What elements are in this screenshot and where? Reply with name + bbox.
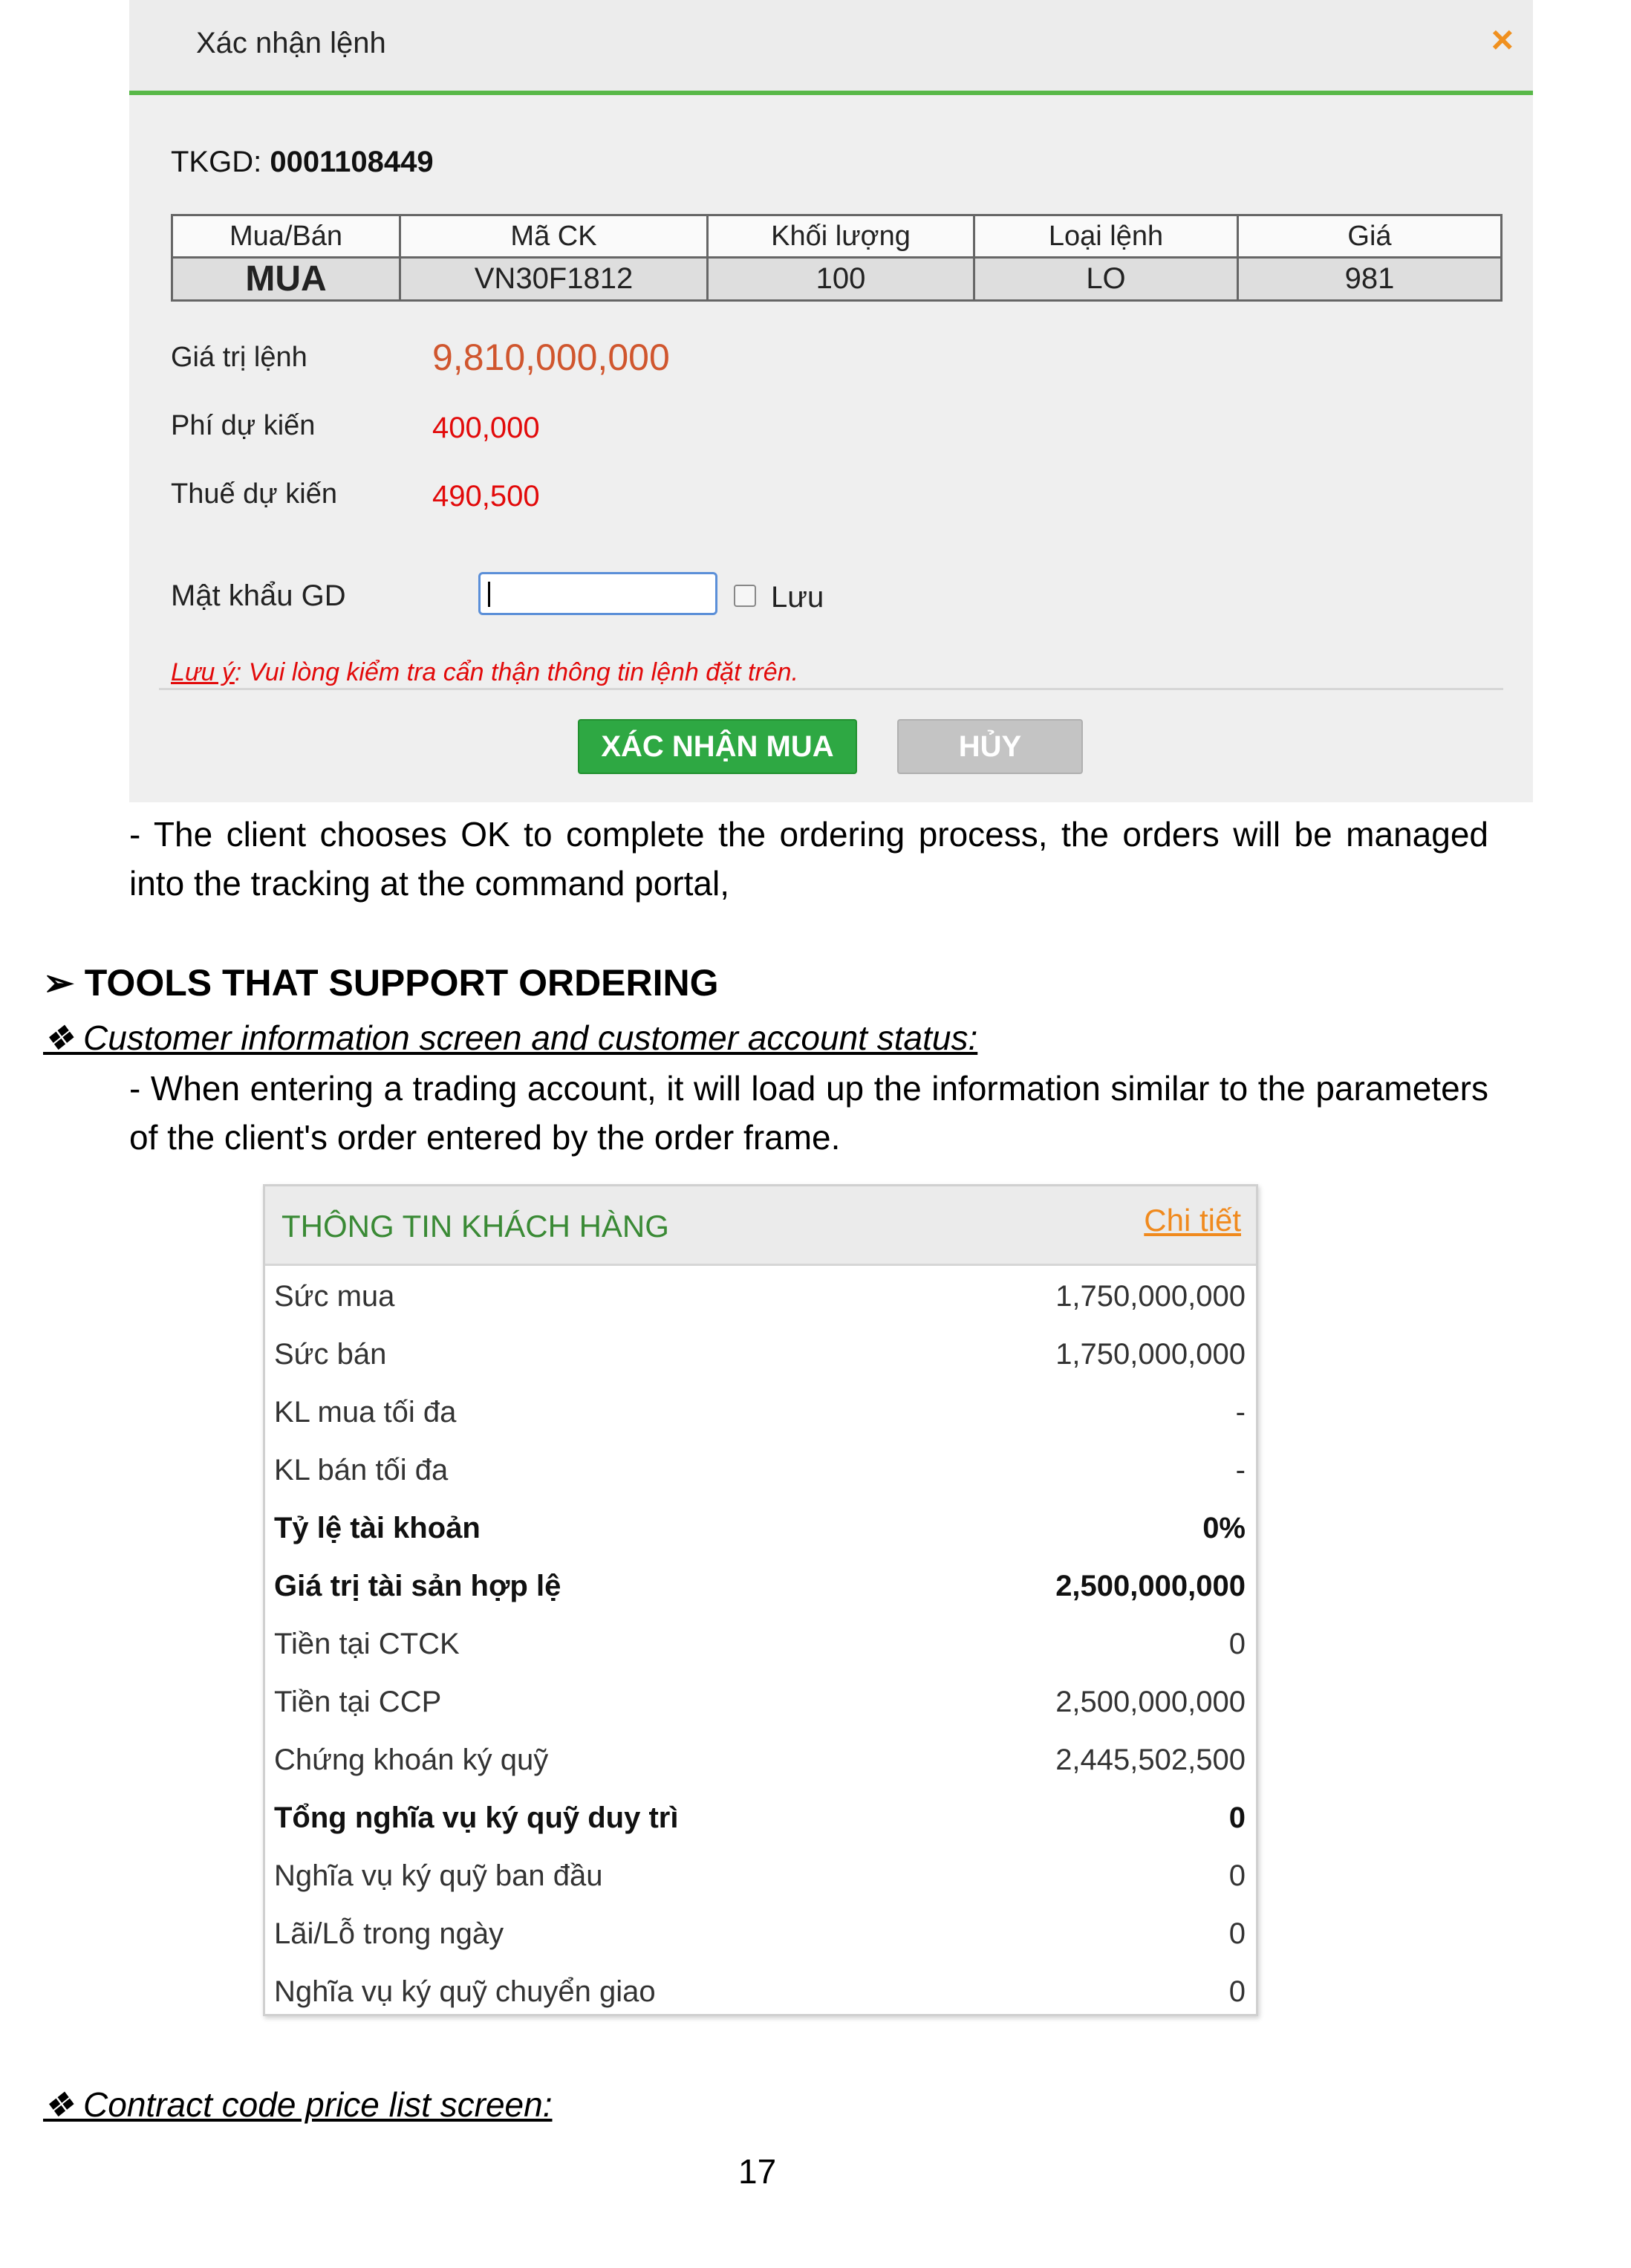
info-row-value: -	[1235, 1454, 1246, 1486]
value-side: MUA	[172, 258, 400, 301]
value-symbol: VN30F1812	[400, 258, 708, 301]
subheading-price-list: ❖ Contract code price list screen:	[43, 2085, 553, 2124]
info-row-value: 2,500,000,000	[1055, 1570, 1246, 1602]
info-row-label: Sức bán	[274, 1338, 387, 1371]
info-row-value: 0	[1228, 1628, 1246, 1660]
info-row-value: 2,445,502,500	[1055, 1744, 1246, 1776]
info-row	[265, 1382, 1256, 1440]
close-icon[interactable]: ×	[1491, 19, 1514, 62]
save-password-label: Lưu	[771, 581, 824, 614]
info-row	[265, 1962, 1256, 2020]
info-row-label: Tổng nghĩa vụ ký quỹ duy trì	[274, 1801, 679, 1834]
page-number: 17	[738, 2152, 777, 2191]
paragraph-trading-account: - When entering a trading account, it will load up the information similar to the parameters of the client's order entered by the order frame.	[129, 1069, 1488, 1157]
confirm-buy-button[interactable]: XÁC NHẬN MUA	[578, 719, 857, 774]
customer-info-title: THÔNG TIN KHÁCH HÀNG	[281, 1209, 669, 1244]
info-row-value: 0	[1228, 1975, 1246, 2008]
customer-info-header	[265, 1186, 1256, 1266]
info-row	[265, 1730, 1256, 1788]
trading-account	[171, 146, 434, 179]
value-order-type: LO	[974, 258, 1238, 301]
value-price: 981	[1238, 258, 1502, 301]
info-row-label: Nghĩa vụ ký quỹ ban đầu	[274, 1859, 603, 1892]
warning-note	[171, 658, 798, 687]
dialog-title: Xác nhận lệnh	[196, 27, 386, 59]
paragraph-ordering-process: - The client chooses OK to complete the ordering process, the orders will be managed into the tracking at the command portal,	[129, 815, 1488, 903]
trading-account-label: TKGD:	[171, 146, 262, 178]
info-row-value: 0	[1228, 1917, 1246, 1950]
info-row-label: Sức mua	[274, 1280, 395, 1313]
order-value-label: Giá trị lệnh	[171, 342, 307, 373]
info-row	[265, 1672, 1256, 1730]
order-value: 9,810,000,000	[432, 337, 670, 378]
info-row	[265, 1904, 1256, 1962]
order-confirmation-dialog	[129, 0, 1533, 802]
info-row-value: 2,500,000,000	[1055, 1686, 1246, 1718]
save-password-checkbox[interactable]	[734, 585, 756, 607]
fee-value: 400,000	[432, 412, 540, 444]
order-table-header-row	[172, 215, 1502, 258]
dialog-header	[129, 0, 1533, 95]
warning-note-prefix: Lưu ý	[171, 658, 235, 686]
warning-note-text: : Vui lòng kiểm tra cẩn thận thông tin lệnh đặt trên.	[234, 658, 799, 686]
info-row-value: 0%	[1202, 1512, 1246, 1544]
info-row-label: Tỷ lệ tài khoản	[274, 1512, 481, 1544]
info-row-label: KL bán tối đa	[274, 1454, 449, 1486]
header-side: Mua/Bán	[172, 215, 400, 258]
password-label: Mật khẩu GD	[171, 579, 346, 612]
info-row	[265, 1614, 1256, 1672]
tax-value: 490,500	[432, 480, 540, 513]
info-row-value: 0	[1228, 1859, 1246, 1892]
order-table-value-row	[172, 258, 1502, 301]
info-row-label: KL mua tối đa	[274, 1396, 457, 1429]
fee-label: Phí dự kiến	[171, 410, 316, 441]
info-row	[265, 1267, 1256, 1325]
password-input[interactable]	[478, 572, 717, 615]
customer-info-panel	[263, 1184, 1258, 2016]
info-row-value: 1,750,000,000	[1055, 1280, 1246, 1313]
info-row-label: Tiền tại CTCK	[274, 1628, 460, 1660]
info-row-label: Nghĩa vụ ký quỹ chuyển giao	[274, 1975, 656, 2008]
detail-link[interactable]: Chi tiết	[1144, 1203, 1241, 1238]
dialog-divider	[159, 688, 1503, 690]
section-heading: ➢ TOOLS THAT SUPPORT ORDERING	[43, 962, 719, 1004]
info-row-label: Tiền tại CCP	[274, 1686, 442, 1718]
info-row-label: Chứng khoán ký quỹ	[274, 1744, 549, 1776]
tax-label: Thuế dự kiến	[171, 478, 338, 510]
trading-account-value: 0001108449	[270, 146, 434, 178]
info-row	[265, 1788, 1256, 1846]
info-row	[265, 1498, 1256, 1556]
info-row	[265, 1440, 1256, 1498]
info-row	[265, 1556, 1256, 1614]
info-row	[265, 1325, 1256, 1382]
customer-info-rows	[265, 1267, 1256, 2020]
cancel-button[interactable]: HỦY	[897, 719, 1083, 774]
text-caret	[488, 582, 490, 607]
header-quantity: Khối lượng	[708, 215, 974, 258]
subheading-customer-info: ❖ Customer information screen and customer account status:	[43, 1018, 978, 1057]
info-row-label: Giá trị tài sản hợp lệ	[274, 1570, 561, 1602]
value-quantity: 100	[708, 258, 974, 301]
info-row-label: Lãi/Lỗ trong ngày	[274, 1917, 504, 1950]
info-row-value: -	[1235, 1396, 1246, 1429]
info-row-value: 0	[1228, 1801, 1246, 1834]
header-price: Giá	[1238, 215, 1502, 258]
info-row	[265, 1846, 1256, 1904]
header-order-type: Loại lệnh	[974, 215, 1238, 258]
header-symbol: Mã CK	[400, 215, 708, 258]
info-row-value: 1,750,000,000	[1055, 1338, 1246, 1371]
order-summary-table	[171, 214, 1503, 302]
